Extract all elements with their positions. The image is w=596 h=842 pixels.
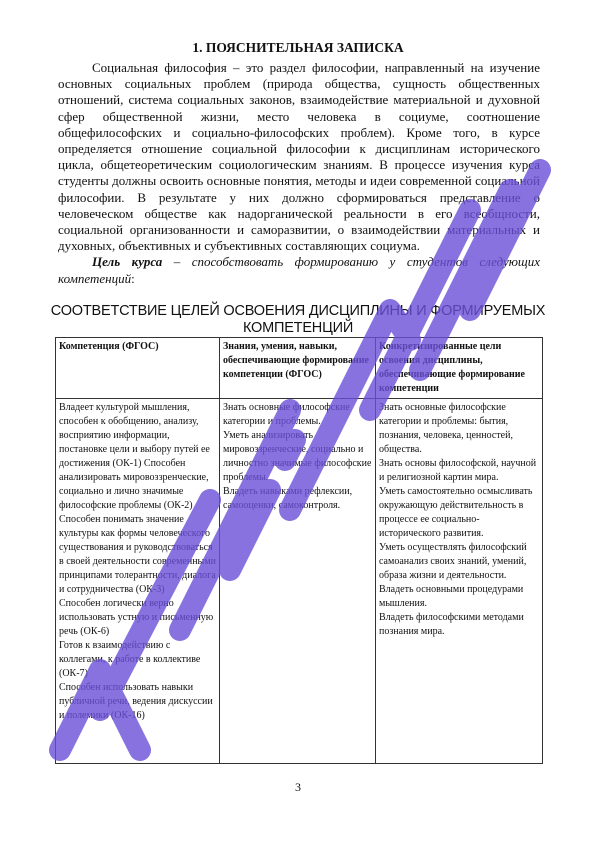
goal-item: Уметь самостоятельно осмысливать окружающую действительность в процессе ее социально-исторического развития.	[379, 486, 533, 539]
competence-table	[55, 337, 543, 764]
goal-item: Знать основы философской, научной и религиозной картин мира.	[379, 458, 537, 483]
goal-item: Владеть основными процедурами мышления.	[379, 584, 524, 609]
cell-goals	[376, 399, 543, 764]
intro-paragraph: Социальная философия – это раздел философии, направленный на изучение основных социальных проблем (природа общества, сущность общественных отношений, система социальных законов, взаимодействие материальной и духовной сфер общественной жизни, место человека в социуме, соотношение общефилософских и социально-философских проблем). Кроме того, в курсе определяется отношение социальной философии к дисциплинам исторического цикла, общетеоретическим социологическим знаниям. В процессе изучения курса студенты должны освоить основные понятия, методы и идеи современной социальной философии. В результате у них должно сформироваться представление о человеческом обществе как надорганической реальности в его всеобщности, социальной организованности и саморазвитии, о взаимодействии материальных и духовных, объективных и субъективных составляющих социума.	[58, 60, 540, 254]
competence-item: Способен использовать навыки публичной речи, ведения дискуссии и полемики (ОК-16)	[59, 682, 213, 721]
skill-item: Знать основные философские категории и проблемы.	[223, 402, 350, 427]
table-header-row	[56, 338, 543, 399]
header-competence: Компетенция (ФГОС)	[56, 338, 220, 399]
goal-item: Владеть философскими методами познания мира.	[379, 612, 524, 637]
competence-item: Способен логически верно использовать устную и письменную речь (ОК-6)	[59, 598, 214, 637]
header-skills: Знания, умения, навыки, обеспечивающие формирование компетенции (ФГОС)	[220, 338, 376, 399]
cell-skills	[220, 399, 376, 764]
competence-item: Готов к взаимодействию с коллегами, к работе в коллективе (ОК-7)	[59, 640, 201, 679]
table-title: СООТВЕТСТВИЕ ЦЕЛЕЙ ОСВОЕНИЯ ДИСЦИПЛИНЫ И ФОРМИРУЕМЫХ КОМПЕТЕНЦИЙ	[50, 303, 546, 336]
skill-item: Уметь анализировать мировоззренческие, социально и личностно значимые философские проблемы.	[223, 430, 372, 483]
competence-item: Владеет культурой мышления, способен к обобщению, анализу, восприятию информации, постановке цели и выбору путей ее достижения (ОК-1) Способен анализировать мировоззренческие, социально и лично значимые философские проблемы (ОК-2)	[59, 402, 210, 511]
goal-item: Знать основные философские категории и проблемы: бытия, познания, человека, ценностей, общества.	[379, 402, 513, 455]
cell-competence	[56, 399, 220, 764]
header-goals: Конкретизированные цели освоения дисциплины, обеспечивающие формирование компетенции	[376, 338, 543, 399]
goal-item: Уметь осуществлять философский самоанализ своих знаний, умений, образа жизни и деятельности.	[379, 542, 527, 581]
skill-item: Владеть навыками рефлексии, самооценки, самоконтроля.	[223, 486, 353, 511]
course-goal	[58, 254, 540, 286]
section-heading: 1. ПОЯСНИТЕЛЬНАЯ ЗАПИСКА	[192, 40, 404, 55]
course-goal-term: Цель курса	[92, 254, 163, 270]
intro-text	[58, 60, 540, 287]
table-row	[56, 399, 543, 764]
competence-item: Способен понимать значение культуры как формы человеческого существования и руководствоваться в своей деятельности современными принципами толерантности, диалога и сотрудничества (ОК-3)	[59, 514, 216, 595]
page-number: 3	[295, 780, 301, 794]
course-goal-text: – способствовать формированию у студентов следующих компетенций	[58, 254, 541, 286]
course-goal-end: :	[131, 270, 135, 286]
